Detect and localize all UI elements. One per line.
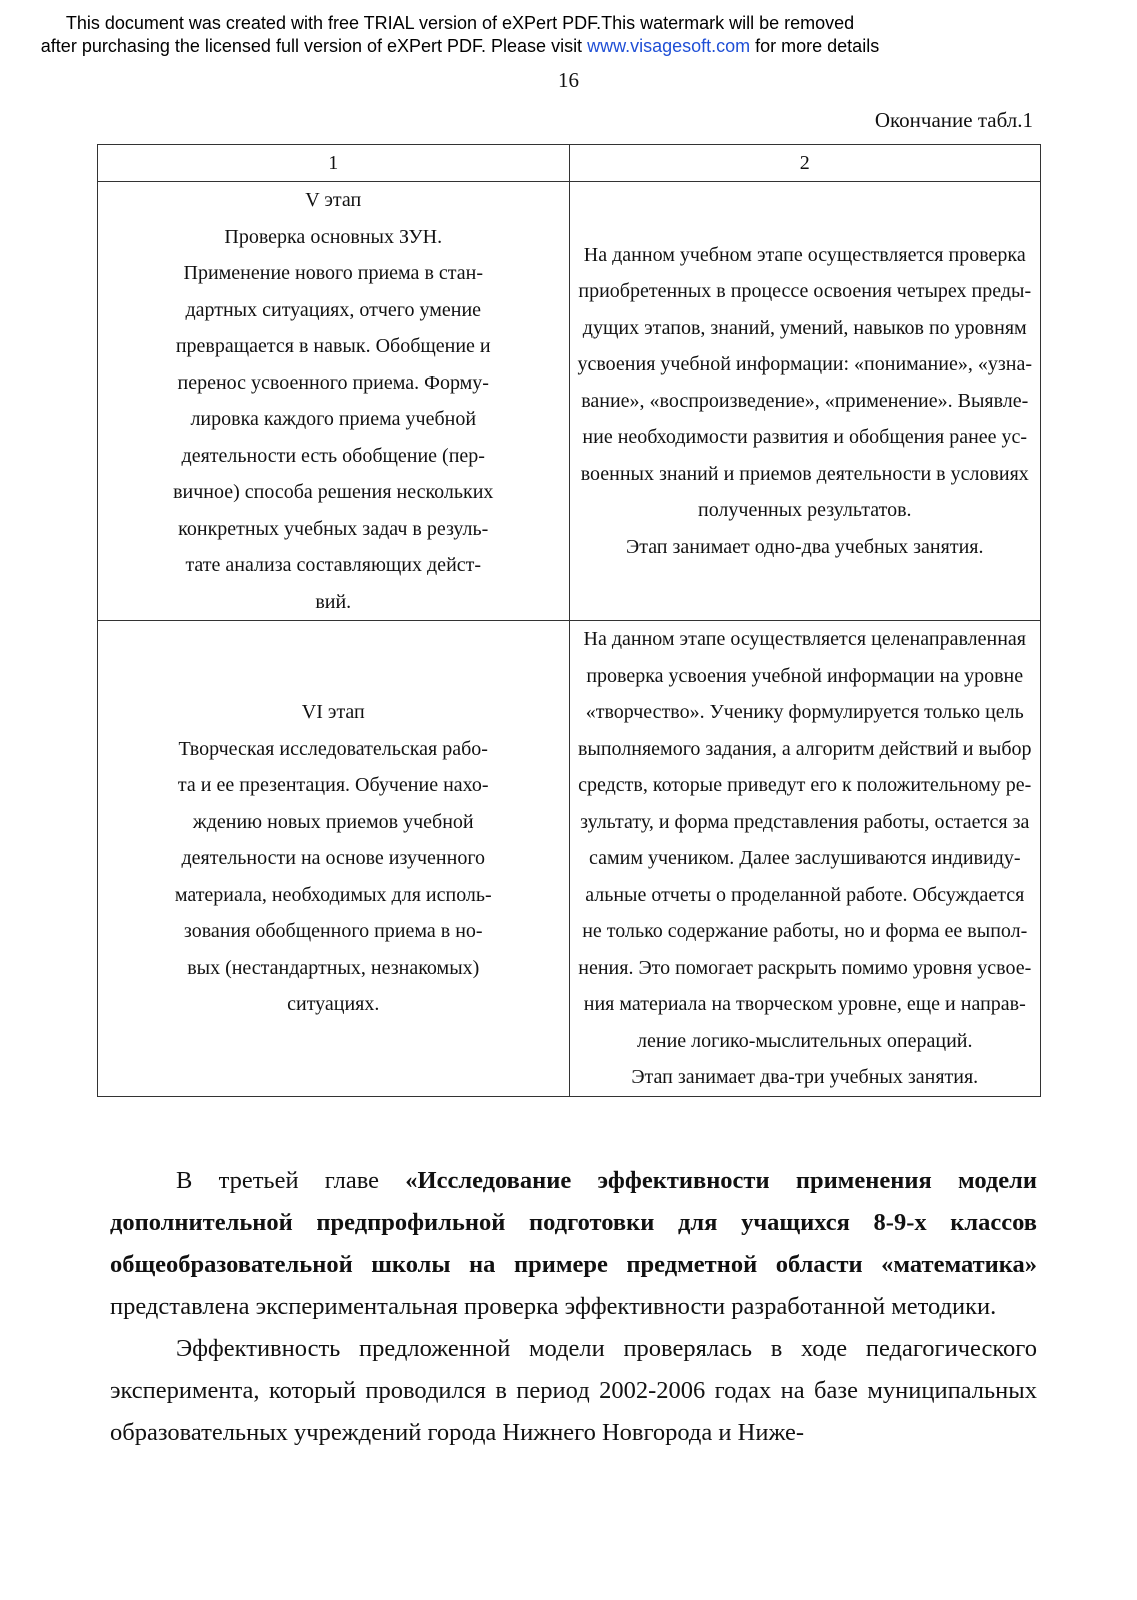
- paragraph-chapter-three: [110, 1160, 1037, 1328]
- paragraph-lead-in: В третьей главе: [176, 1167, 406, 1194]
- description-text: На данном учебном этапе осуществляется проверка приобретенных в процессе освоения четырех преды- дущих этапов, знаний, умений, навыков по уровням усвоения учебной информации: «понимание», «узна- вание», «воспроизведение», «применение». Выявле- ние необходимости развития и обобщения ранее ус- военных знаний и приемов деятельности в условиях полученных результатов. Этап занимает одно-два учебных занятия.: [577, 243, 1032, 558]
- table-row: [98, 621, 1041, 1097]
- table-header-row: [98, 145, 1041, 182]
- watermark-line-2: [0, 35, 920, 58]
- paragraph-continuation: представлена экспериментальная проверка эффективности разработанной методики.: [110, 1293, 997, 1320]
- body-text: [110, 1160, 1037, 1454]
- watermark-text-before-link: after purchasing the licensed full version of eXPert PDF. Please visit: [40, 36, 588, 56]
- table-row: [98, 182, 1041, 621]
- stage-text: VI этап Творческая исследовательская рабо- та и ее презентация. Обучение нахо- ждению новых приемов учебной деятельности на основе изученного материала, необходимых для исполь- зования обобщенного приема в но- вых (нестандартных, незнакомых) ситуациях.: [174, 701, 492, 1015]
- chapter-title: «Исследование эффективности применения модели дополнительной предпрофильной подготовки для учащихся 8-9-х классов общеобразовательной школы на примере предметной области «математика»: [110, 1167, 1037, 1278]
- column-header-1: 1: [98, 145, 570, 182]
- watermark-text-after-link: for more details: [750, 36, 880, 56]
- stage-text: V этап Проверка основных ЗУН. Применение нового приема в стан- дартных ситуациях, отчего умение превращается в навык. Обобщение и перенос усвоенного приема. Форму- лировка каждого приема учебной деятельности есть обобщение (пер- вичное) способа решения нескольких конкретных учебных задач в резуль- тате анализа составляющих дейст- вий.: [173, 189, 494, 613]
- trial-watermark: [0, 12, 920, 58]
- description-cell: [569, 182, 1041, 621]
- stage-cell: [98, 182, 570, 621]
- watermark-line-1: This document was created with free TRIAL version of eXPert PDF.This watermark will be removed: [65, 13, 855, 33]
- description-cell: [569, 621, 1041, 1097]
- stage-cell: [98, 621, 570, 1097]
- table-continuation-label: Окончание табл.1: [874, 108, 1033, 132]
- page-number: 16: [558, 68, 579, 92]
- stages-table: [97, 144, 1041, 1097]
- column-header-2: 2: [569, 145, 1041, 182]
- paragraph-effectiveness: Эффективность предложенной модели проверялась в ходе педагогического эксперимента, который проводился в период 2002-2006 годах на базе муниципальных образовательных учреждений города Нижнего Новгорода и Ниже-: [110, 1335, 1037, 1446]
- watermark-link[interactable]: www.visagesoft.com: [587, 36, 751, 56]
- description-text: На данном этапе осуществляется целенаправленная проверка усвоения учебной информации на уровне «творчество». Ученику формулируется только цель выполняемого задания, а алгоритм действий и выбор средств, которые приведут его к положительному ре- зультату, и форма представления работы, остается за самим учеником. Далее заслушиваются индивиду- альные отчеты о проделанной работе. Обсуждается не только содержание работы, но и форма ее выпол- нения. Это помогает раскрыть помимо уровня усвое- ния материала на творческом уровне, еще и направ- ление логико-мыслительных операций. Этап занимает два-три учебных занятия.: [577, 628, 1032, 1088]
